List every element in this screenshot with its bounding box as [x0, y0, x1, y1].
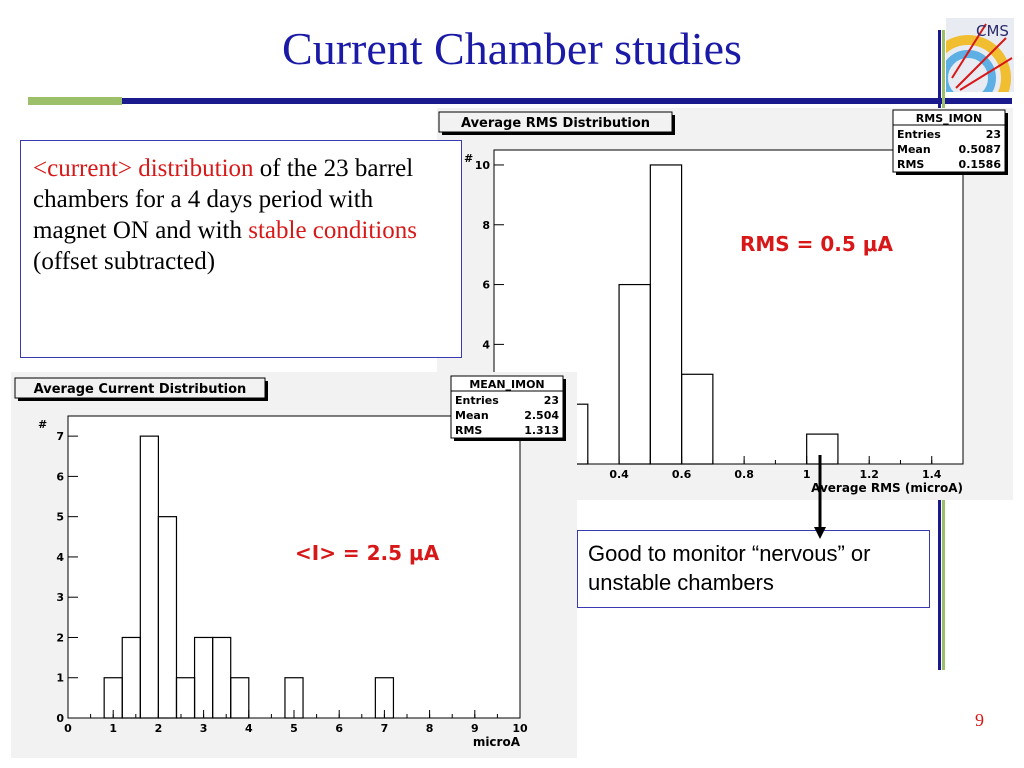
x-tick-label: 0.6 [671, 468, 692, 481]
y-axis-label: # [464, 152, 474, 165]
y-tick-label: 3 [56, 591, 64, 605]
stats-label: Mean [455, 409, 489, 422]
stats-value: 23 [985, 128, 1001, 141]
x-tick-label: 0.4 [609, 468, 629, 481]
stats-value: 2.504 [524, 409, 559, 422]
y-tick-label: 10 [474, 158, 490, 172]
stats-label: Entries [897, 128, 941, 141]
y-tick-label: 6 [56, 470, 64, 484]
description-box [20, 140, 462, 358]
x-tick-label: 2 [154, 722, 163, 735]
x-tick-label: 1 [802, 468, 811, 481]
y-tick-label: 1 [56, 671, 64, 685]
x-tick-label: 5 [290, 722, 298, 735]
page-title: Current Chamber studies [282, 23, 742, 74]
y-tick-label: 6 [482, 278, 490, 292]
chart-title: Average Current Distribution [33, 382, 247, 397]
stats-label: RMS [455, 424, 483, 437]
y-tick-label: 7 [56, 430, 64, 444]
chart-annotation: RMS = 0.5 μA [740, 232, 893, 256]
x-tick-label: 0 [64, 722, 72, 735]
stats-value: 1.313 [524, 424, 559, 437]
title-rule [122, 98, 1012, 104]
x-axis-label: Average RMS (microA) [811, 481, 963, 495]
page-number: 9 [975, 710, 984, 730]
x-tick-label: 1.2 [859, 468, 879, 481]
cms-logo-icon [946, 18, 1014, 92]
stats-label: Mean [897, 143, 931, 156]
stats-label: Entries [455, 394, 499, 407]
svg-text:CMS: CMS [976, 22, 1009, 40]
y-tick-label: 4 [482, 338, 490, 352]
y-axis-label: # [38, 418, 48, 431]
note-box: Good to monitor “nervous” or unstable chambers [577, 530, 930, 608]
stats-label: RMS [897, 158, 925, 171]
x-tick-label: 1.4 [921, 468, 942, 481]
y-tick-label: 0 [56, 712, 64, 725]
y-tick-label: 4 [56, 550, 64, 564]
x-tick-label: 9 [470, 722, 479, 735]
x-tick-label: 3 [199, 722, 208, 735]
plot-area [68, 416, 520, 718]
stats-name: MEAN_IMON [469, 378, 545, 391]
description-text: of the 23 barrel chambers for a 4 days period with magnet ON and with [33, 155, 414, 244]
stats-value: 0.1586 [958, 158, 1001, 171]
description-text-end: (offset subtracted) [33, 248, 216, 275]
x-tick-label: 10 [512, 722, 528, 735]
x-tick-label: 0.8 [734, 468, 754, 481]
y-tick-label: 8 [482, 218, 490, 232]
x-tick-label: 7 [380, 722, 389, 735]
chart-title: Average RMS Distribution [460, 116, 651, 131]
stats-value: 0.5087 [958, 143, 1001, 156]
title-rule-accent [28, 97, 122, 105]
x-tick-label: 4 [244, 722, 253, 735]
stats-value: 23 [543, 394, 559, 407]
current-distribution-chart [11, 372, 577, 758]
x-axis-label: microA [472, 735, 520, 749]
note-arrow-icon [810, 455, 830, 540]
y-tick-label: 5 [56, 510, 64, 524]
y-tick-label: 2 [56, 631, 64, 645]
description-highlight: <current> distribution [33, 155, 254, 182]
x-tick-label: 1 [109, 722, 118, 735]
x-tick-label: 8 [425, 722, 434, 735]
chart-annotation: <I> = 2.5 μA [295, 541, 440, 565]
stats-name: RMS_IMON [915, 112, 983, 125]
x-tick-label: 6 [335, 722, 344, 735]
description-highlight-conditions: stable conditions [248, 217, 417, 244]
